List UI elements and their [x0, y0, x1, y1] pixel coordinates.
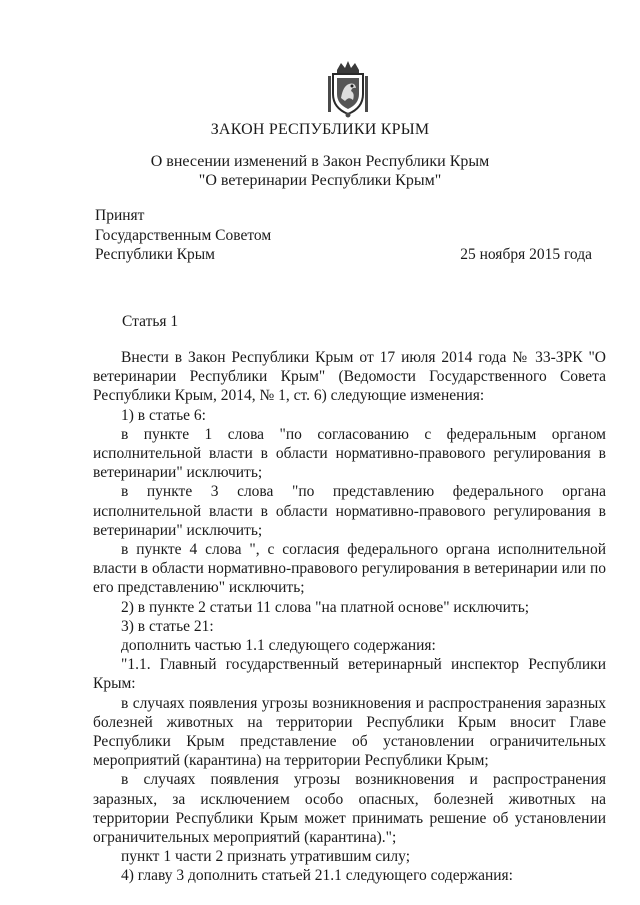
paragraph: в случаях появления угрозы возникновения и распространения заразных болезней животных на территории Республики Крым вносит Главе Республики Крым представление об установлении ограничительных мероприятий (карантина) на территории Республики Крым; [93, 694, 606, 770]
coat-of-arms-icon [325, 60, 371, 118]
paragraph: Внести в Закон Республики Крым от 17 июля 2014 года № 33-ЗРК "О ветеринарии Республики Крым" (Ведомости Государственного Совета Республики Крым, 2014, № 1, ст. 6) следующие изменения: [93, 349, 606, 405]
paragraph: 4) главу 3 дополнить статьей 21.1 следующего содержания: [121, 867, 513, 885]
adoption-block [95, 206, 271, 265]
paragraph: в пункте 4 слова ", с согласия федерального органа исполнительной власти в области нормативно-правового регулирования в ветеринарии или по его представлению" исключить; [93, 541, 606, 597]
subtitle-line: О внесении изменений в Закон Республики Крым [150, 153, 490, 170]
adoption-line: Принят [95, 207, 145, 224]
article-heading: Статья 1 [122, 313, 179, 330]
law-title: ЗАКОН РЕСПУБЛИКИ КРЫМ [210, 121, 430, 138]
paragraph: дополнить частью 1.1 следующего содержания: [121, 637, 436, 655]
subtitle-line: "О ветеринарии Республики Крым" [198, 172, 442, 189]
adoption-line: Государственным Советом [95, 226, 272, 244]
paragraph: пункт 1 части 2 признать утратившим силу; [121, 848, 411, 866]
paragraph: 2) в пункте 2 статьи 11 слова "на платной основе" исключить; [121, 598, 530, 616]
paragraph: в пункте 1 слова "по согласованию с федеральным органом исполнительной власти в области нормативно-правового регулирования в ветеринарии" исключить; [93, 425, 606, 482]
law-subtitle [0, 152, 640, 190]
adoption-line: Республики Крым [95, 246, 215, 263]
paragraph: 3) в статье 21: [121, 617, 214, 635]
paragraph: в пункте 3 слова "по представлению федерального органа исполнительной власти в области нормативно-правового регулирования в ветеринарии" исключить; [93, 483, 606, 539]
paragraph: в случаях появления угрозы возникновения и распространения заразных, за исключением особо опасных, болезней животных на территории Республики Крым может принимать решение об установлении ограничительных мероприятий (карантина)."; [93, 771, 606, 847]
article-body [93, 342, 606, 886]
adoption-date: 25 ноября 2015 года [460, 246, 592, 263]
paragraph: 1) в статье 6: [121, 406, 206, 424]
paragraph: "1.1. Главный государственный ветеринарный инспектор Республики Крым: [93, 656, 606, 693]
